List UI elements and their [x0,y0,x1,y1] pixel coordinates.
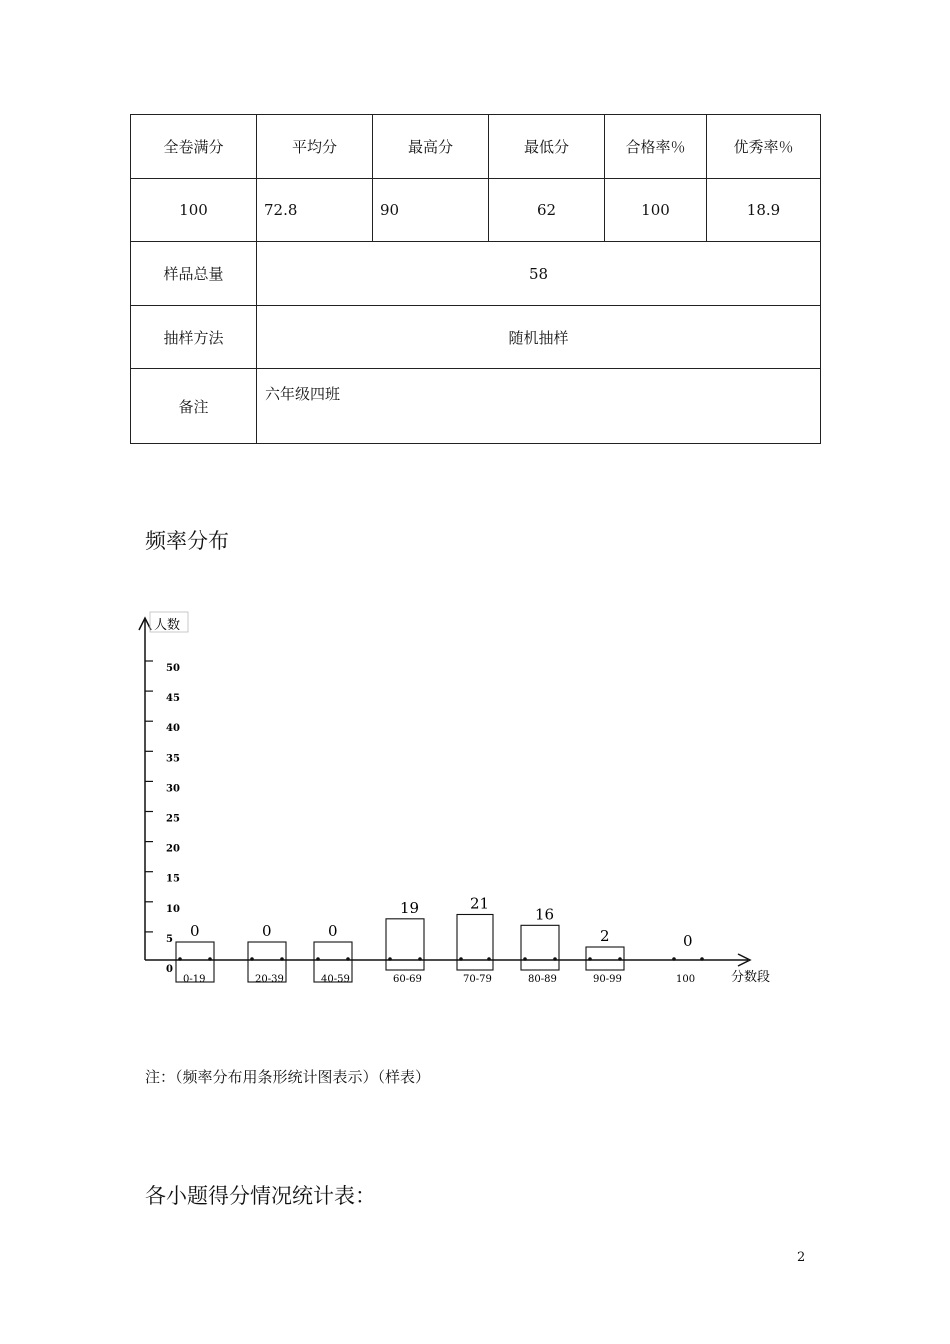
bar-data-label: 0 [683,932,693,950]
note-label: 备注 [131,369,257,444]
bar [386,919,424,970]
bar-data-label: 0 [262,922,272,940]
table-header-row [131,115,821,179]
subtitle-subquestion-stats: 各小题得分情况统计表： [145,1184,376,1208]
x-category-label: 90-99 [593,974,622,985]
value-average: 72.8 [257,179,373,242]
y-tick-label: 15 [166,873,180,885]
y-ticks [145,661,180,975]
score-summary-table [130,114,821,444]
chart-note: 注：（频率分布用条形统计图表示）（样表） [145,1068,431,1086]
page-number: 2 [797,1250,806,1265]
value-excellent-rate: 18.9 [707,179,821,242]
value-max: 90 [373,179,489,242]
value-pass-rate: 100 [605,179,707,242]
x-category-label: 100 [676,974,696,985]
method-value: 随机抽样 [257,306,821,369]
bar [457,914,493,970]
bar-data-label: 16 [535,905,555,924]
x-category-label: 70-79 [463,974,492,985]
bar-data-label: 19 [400,898,420,917]
bars [176,894,704,985]
table-row-note [131,369,821,444]
y-tick-label: 50 [166,663,180,674]
y-tick-label: 0 [166,964,173,975]
y-tick-label: 40 [166,723,180,735]
bar [521,925,559,970]
x-category-label: 20-39 [255,974,284,985]
header-full-score: 全卷满分 [131,115,257,179]
header-min: 最低分 [489,115,605,179]
y-tick-label: 25 [166,813,180,825]
header-pass-rate: 合格率％ [605,115,707,179]
axis-dot [346,957,350,961]
axis-dot [250,957,254,961]
axis-dot [588,957,592,961]
bar-data-label: 0 [190,922,200,940]
x-axis-label: 分数段 [731,970,771,985]
header-excellent-rate: 优秀率％ [707,115,821,179]
frequency-bar-chart [120,600,800,1000]
sample-value: 58 [257,242,821,306]
axis-dot [553,957,557,961]
axis-dot [672,957,676,961]
value-full-score: 100 [131,179,257,242]
bar-data-label: 21 [470,894,490,913]
axis-dot [280,957,284,961]
note-value: 六年级四班 [257,369,821,444]
value-min: 62 [489,179,605,242]
y-tick-label: 35 [166,753,180,765]
header-average: 平均分 [257,115,373,179]
bar-data-label: 0 [328,922,338,940]
y-tick-label: 5 [166,933,173,945]
x-category-label: 0-19 [183,974,206,985]
bar-data-label: 2 [600,927,610,945]
x-category-label: 80-89 [528,974,557,985]
axis-dot [208,957,212,961]
axis-dot [418,957,422,961]
header-max: 最高分 [373,115,489,179]
y-tick-label: 30 [166,783,180,795]
axis-dot [618,957,622,961]
axis-dot [700,957,704,961]
axis-dot [459,957,463,961]
method-label: 抽样方法 [131,306,257,369]
table-row-sample [131,242,821,306]
sample-label: 样品总量 [131,242,257,306]
table-values-row [131,179,821,242]
axis-dot [523,957,527,961]
y-axis-label: 人数 [154,618,181,633]
axis-dot [388,957,392,961]
table-row-method [131,306,821,369]
axis-dot [316,957,320,961]
y-tick-label: 10 [166,903,180,915]
x-category-label: 40-59 [321,974,350,985]
chart-canvas [120,600,800,1000]
axis-dot [487,957,491,961]
y-tick-label: 45 [166,693,180,705]
y-tick-label: 20 [166,843,180,855]
frequency-title: 频率分布 [145,529,229,553]
x-category-label: 60-69 [393,974,422,985]
axis-dot [178,957,182,961]
